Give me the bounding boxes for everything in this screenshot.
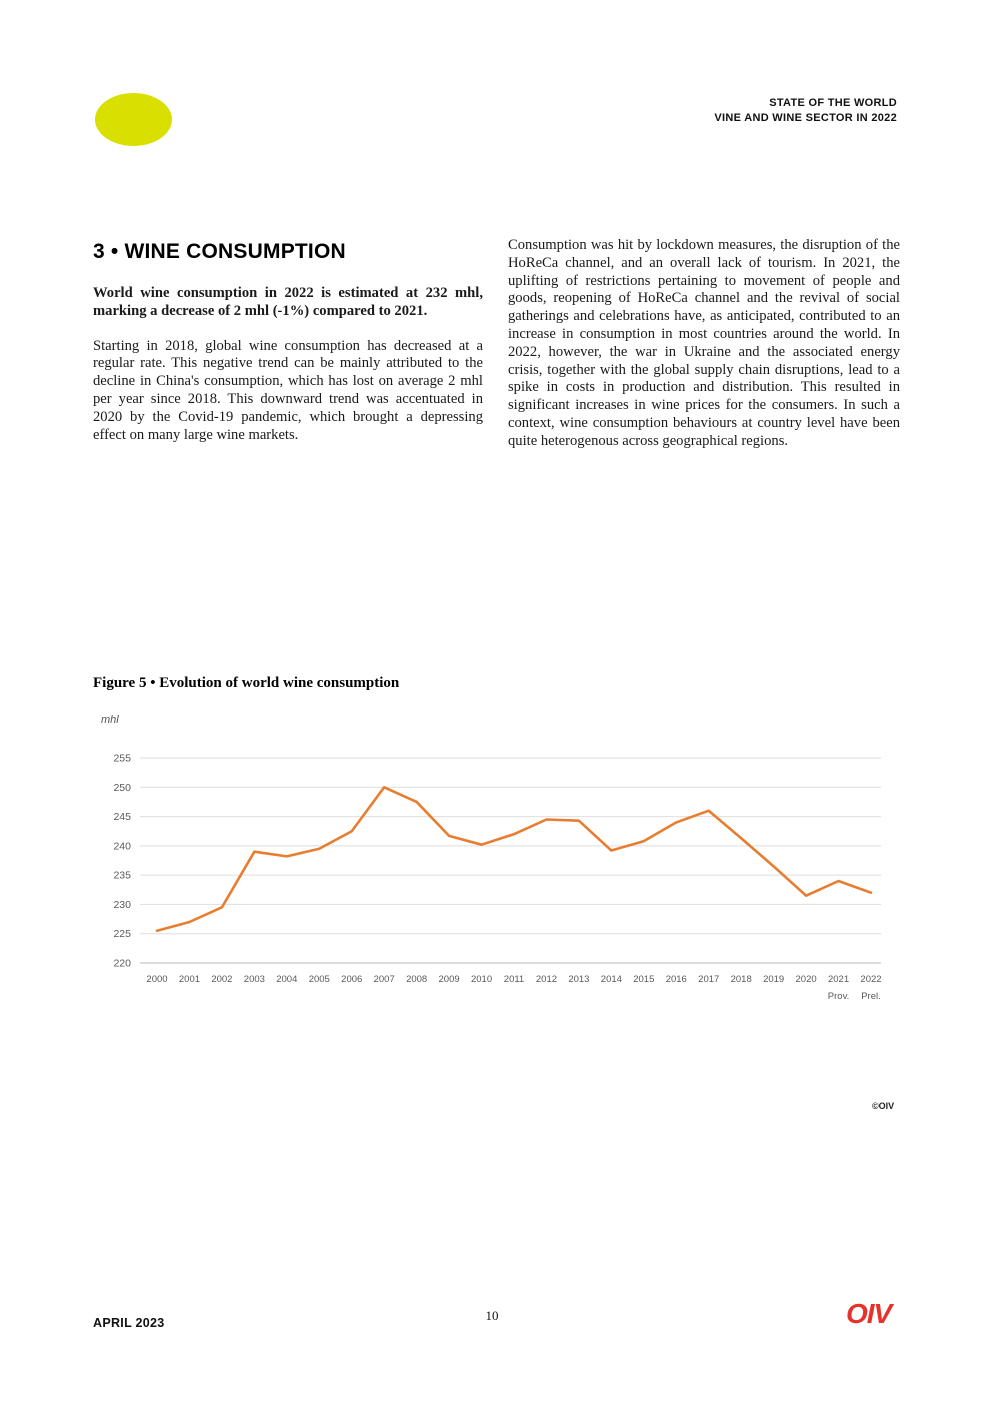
y-tick-label: 230 [113, 898, 131, 911]
y-tick-label: 255 [113, 752, 131, 765]
y-tick-label: 240 [113, 840, 131, 853]
chart-credit: ©OIV [872, 1101, 895, 1111]
y-tick-label: 220 [113, 957, 131, 970]
x-tick-sublabel: Prel. [861, 991, 881, 1002]
x-tick-label: 2013 [568, 974, 590, 985]
x-tick-label: 2015 [633, 974, 655, 985]
x-tick-label: 2007 [373, 974, 395, 985]
x-tick-label: 2004 [276, 974, 298, 985]
x-tick-label: 2014 [600, 974, 622, 985]
x-tick-label: 2008 [406, 974, 428, 985]
y-tick-label: 235 [113, 869, 131, 882]
x-tick-label: 2001 [178, 974, 201, 985]
x-tick-label: 2011 [503, 974, 525, 985]
page-number: 10 [485, 1308, 499, 1323]
x-tick-label: 2020 [795, 974, 817, 985]
x-tick-label: 2021 [827, 974, 850, 985]
oiv-logo: OIV [846, 1298, 892, 1329]
x-tick-label: 2000 [146, 974, 168, 985]
x-tick-label: 2018 [730, 974, 752, 985]
figure-caption: Figure 5 • Evolution of world wine consumption [93, 675, 400, 691]
y-axis-unit-label: mhl [101, 714, 119, 726]
y-tick-label: 225 [113, 928, 131, 941]
intro-paragraph: World wine consumption in 2022 is estimated at 232 mhl, marking a decrease of 2 mhl (-1%) compared to 2021. [93, 285, 483, 319]
right-column [508, 237, 900, 468]
left-body-paragraph: Starting in 2018, global wine consumption has decreased at a regular rate. This negative trend can be mainly attributed to the decline in China's consumption, which has lost on average 2 mhl per year since 2018. This downward trend was accentuated in 2020 by the Covid-19 pandemic, which brought a depressing effect on many large wine markets. [93, 337, 483, 443]
header-line-2: VINE AND WINE SECTOR IN 2022 [714, 112, 897, 124]
section-title: 3 • WINE CONSUMPTION [93, 240, 346, 263]
x-tick-label: 2006 [341, 974, 363, 985]
x-tick-label: 2005 [308, 974, 330, 985]
x-tick-label: 2002 [211, 974, 233, 985]
chart-canvas [93, 710, 905, 1020]
y-tick-label: 245 [113, 811, 131, 824]
figure-5-chart [93, 710, 905, 1020]
x-tick-label: 2010 [470, 974, 493, 985]
x-tick-label: 2012 [535, 974, 558, 985]
footer-date: APRIL 2023 [93, 1316, 165, 1330]
left-column [93, 240, 483, 461]
x-tick-label: 2016 [665, 974, 687, 985]
publisher-ellipse-mark [95, 93, 172, 146]
x-tick-label: 2022 [860, 974, 882, 985]
x-tick-label: 2017 [698, 974, 720, 985]
wine-consumption-line [157, 787, 871, 931]
x-tick-sublabel: Prov. [827, 991, 850, 1002]
x-tick-label: 2019 [763, 974, 785, 985]
x-tick-label: 2003 [243, 974, 265, 985]
header-line-1: STATE OF THE WORLD [769, 97, 897, 109]
report-header [537, 96, 897, 126]
x-tick-label: 2009 [438, 974, 460, 985]
y-tick-label: 250 [113, 781, 131, 794]
right-body-paragraph: Consumption was hit by lockdown measures, the disruption of the HoReCa channel, and an overall lack of tourism. In 2021, the uplifting of restrictions pertaining to movement of people and goods, reopening of HoReCa channel and the revival of social gatherings and celebrations have, as anticipated, contributed to an increase in consumption in most countries around the world. In 2022, however, the war in Ukraine and the associated energy crisis, together with the global supply chain disruptions, lead to a spike in costs in production and distribution. This resulted in significant increases in wine prices for the consumers. In such a context, wine consumption behaviours at country level have been quite heterogenous across geographical regions. [508, 237, 900, 449]
